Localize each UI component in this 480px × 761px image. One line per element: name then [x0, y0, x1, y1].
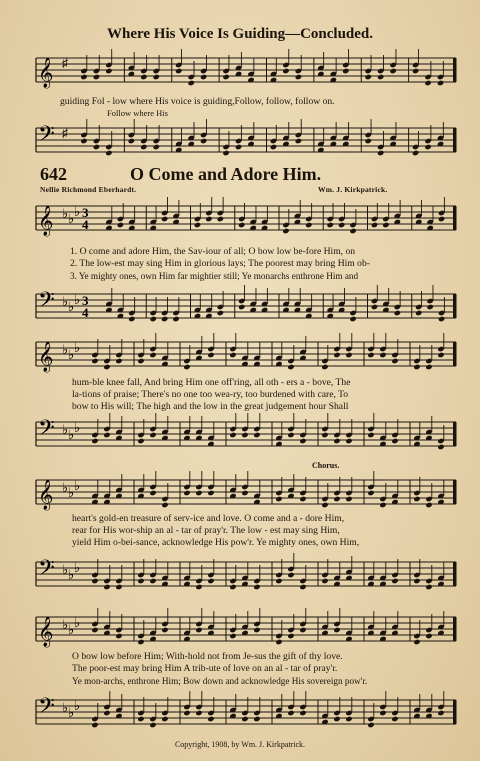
note-head	[175, 68, 182, 74]
time-signature-bottom: 4	[82, 217, 89, 232]
final-bar-line	[453, 480, 456, 504]
flat-sign-icon: ♭	[74, 478, 81, 493]
flat-sign-icon: ♭	[68, 705, 75, 720]
chorus-label: Chorus.	[312, 461, 340, 470]
verse-line: bow to His will; The high and the low in the great judgement hour Shall	[72, 401, 349, 412]
note-head	[295, 74, 302, 80]
note-head	[287, 432, 294, 438]
note-head	[217, 310, 224, 316]
note-head	[425, 502, 432, 508]
note-head	[241, 432, 248, 438]
note-head	[333, 496, 340, 502]
note-head	[415, 310, 422, 316]
note-head	[282, 228, 289, 234]
note-head	[93, 74, 100, 80]
note-head	[275, 496, 282, 502]
note-head	[413, 496, 420, 502]
note-head	[128, 138, 135, 144]
note-head	[172, 316, 179, 322]
flat-sign-icon: ♭	[62, 700, 69, 715]
note-head	[349, 228, 356, 234]
note-head	[389, 68, 396, 74]
staff-treble-top	[0, 48, 480, 98]
flat-sign-icon: ♭	[62, 342, 69, 357]
note-head	[91, 627, 98, 633]
note-head	[377, 150, 384, 156]
note-head	[367, 722, 374, 728]
note-head	[195, 627, 202, 633]
flat-sign-icon: ♭	[74, 340, 81, 355]
note-head	[195, 710, 202, 716]
bass-clef-icon: 𝄢	[38, 556, 55, 586]
staff-treble-1	[0, 196, 480, 246]
note-head	[235, 144, 242, 150]
note-head	[299, 438, 306, 444]
flat-sign-icon: ♭	[68, 347, 75, 362]
note-head	[229, 432, 236, 438]
note-head	[321, 364, 328, 370]
note-head	[365, 138, 372, 144]
flat-sign-icon: ♭	[74, 698, 81, 713]
note-head	[238, 304, 245, 310]
note-head	[207, 716, 214, 722]
note-head	[379, 710, 386, 716]
note-head	[117, 222, 124, 228]
bass-clef-icon: 𝄢	[38, 694, 55, 724]
flat-sign-icon: ♭	[74, 292, 81, 307]
note-head	[412, 68, 419, 74]
staff-bass-2	[0, 412, 480, 462]
note-head	[287, 633, 294, 639]
note-head	[391, 578, 398, 584]
note-head	[222, 150, 229, 156]
treble-clef-icon: 𝄞	[38, 480, 54, 510]
note-head	[103, 710, 110, 716]
note-head	[229, 633, 236, 639]
note-head	[287, 572, 294, 578]
note-head	[238, 222, 245, 228]
note-head	[437, 444, 444, 450]
note-head	[391, 358, 398, 364]
treble-clef-icon: 𝄞	[38, 58, 54, 88]
note-head	[333, 716, 340, 722]
note-head	[93, 144, 100, 150]
note-head	[183, 710, 190, 716]
note-head	[327, 222, 334, 228]
note-head	[161, 216, 168, 222]
note-head	[367, 352, 374, 358]
staff-bass-3	[0, 552, 480, 602]
note-head	[137, 639, 144, 645]
flat-sign-icon: ♭	[68, 211, 75, 226]
note-head	[149, 490, 156, 496]
note-head	[103, 432, 110, 438]
note-head	[80, 74, 87, 80]
note-head	[115, 358, 122, 364]
note-head	[287, 710, 294, 716]
note-head	[321, 432, 328, 438]
verse-line: 3. Ye mighty ones, own Him far mightier still; Ye monarchs enthrone Him and	[70, 271, 359, 281]
treble-clef-icon: 𝄞	[38, 342, 54, 372]
note-head	[253, 627, 260, 633]
flat-sign-icon: ♭	[68, 622, 75, 637]
note-head	[137, 716, 144, 722]
note-head	[183, 364, 190, 370]
lyric-line: Follow where His	[107, 108, 168, 118]
sharp-sign-icon: ♯	[62, 56, 68, 70]
note-head	[342, 68, 349, 74]
note-head	[91, 578, 98, 584]
note-head	[253, 716, 260, 722]
note-head	[345, 716, 352, 722]
flat-sign-icon: ♭	[68, 427, 75, 442]
flat-sign-icon: ♭	[62, 480, 69, 495]
verse-line: heart's gold-en treasure of serv-ice and love. O come and a - dore Him,	[72, 513, 345, 524]
note-head	[349, 316, 356, 322]
hymn-number: 642	[40, 164, 67, 184]
flat-sign-icon: ♭	[74, 615, 81, 630]
note-head	[241, 490, 248, 496]
flat-sign-icon: ♭	[68, 299, 75, 314]
note-head	[149, 578, 156, 584]
note-head	[413, 364, 420, 370]
staff-bass-1	[0, 284, 480, 334]
flat-sign-icon: ♭	[68, 567, 75, 582]
note-head	[253, 584, 260, 590]
note-head	[80, 138, 87, 144]
note-head	[299, 496, 306, 502]
note-head	[205, 216, 212, 222]
note-head	[149, 432, 156, 438]
verse-line: hum-ble knee fall, And bring Him one off'ring, all oth - ers a - bove, The	[72, 377, 351, 388]
note-head	[338, 222, 345, 228]
note-head	[367, 432, 374, 438]
note-head	[150, 316, 157, 322]
note-head	[377, 74, 384, 80]
note-head	[161, 627, 168, 633]
note-head	[161, 716, 168, 722]
note-head	[275, 578, 282, 584]
note-head	[149, 352, 156, 358]
note-head	[437, 80, 444, 86]
note-head	[103, 584, 110, 590]
note-head	[229, 584, 236, 590]
note-head	[345, 496, 352, 502]
note-head	[91, 722, 98, 728]
note-head	[270, 144, 277, 150]
verse-line: yield Him o-bei-sance, acknowledge His pow'r. Ye mighty ones, own Him,	[72, 537, 360, 548]
note-head	[299, 584, 306, 590]
verse-line: O bow low before Him; With-hold not from Je-sus the gift of thy love.	[72, 651, 343, 662]
note-head	[424, 80, 431, 86]
note-head	[333, 352, 340, 358]
verse-line: 1. O come and adore Him, the Sav-iour of all; O bow low be-fore Him, on	[70, 246, 356, 257]
note-head	[140, 74, 147, 80]
note-head	[295, 138, 302, 144]
note-head	[140, 144, 147, 150]
note-head	[333, 627, 340, 633]
bass-clef-icon: 𝄢	[38, 288, 55, 318]
note-head	[379, 502, 386, 508]
staff-bass-top	[0, 118, 480, 168]
note-head	[137, 358, 144, 364]
note-head	[287, 364, 294, 370]
note-head	[207, 490, 214, 496]
note-head	[379, 352, 386, 358]
note-head	[200, 74, 207, 80]
composer-credit: Wm. J. Kirkpatrick.	[318, 185, 388, 194]
note-head	[91, 438, 98, 444]
time-signature-bottom: 4	[82, 305, 89, 320]
note-head	[91, 358, 98, 364]
verse-line: la-tions of praise; There's no one too wea-ry, too burdened with care, To	[72, 389, 349, 400]
note-head	[382, 222, 389, 228]
note-head	[241, 716, 248, 722]
flat-sign-icon: ♭	[62, 294, 69, 309]
note-head	[413, 578, 420, 584]
final-bar-line	[453, 206, 456, 230]
verse-line: Ye mon-archs, enthrone Him; Bow down and acknowledge His sovereign pow'r.	[72, 676, 368, 686]
final-bar-line	[453, 128, 456, 152]
time-signature-top: 3	[82, 205, 89, 220]
flat-sign-icon: ♭	[62, 562, 69, 577]
final-bar-line	[453, 58, 456, 82]
flat-sign-icon: ♭	[68, 485, 75, 500]
note-head	[425, 584, 432, 590]
final-bar-line	[453, 617, 456, 641]
final-bar-line	[453, 562, 456, 586]
note-head	[229, 352, 236, 358]
note-head	[105, 68, 112, 74]
note-head	[207, 352, 214, 358]
note-head	[207, 578, 214, 584]
note-head	[153, 144, 160, 150]
note-head	[137, 578, 144, 584]
verse-line: 2. The low-est may sing Him in glorious lays; The poorest may bring Him ob-	[70, 258, 370, 269]
note-head	[299, 627, 306, 633]
final-bar-line	[453, 342, 456, 366]
note-head	[115, 633, 122, 639]
note-head	[305, 222, 312, 228]
note-head	[161, 502, 168, 508]
note-head	[299, 710, 306, 716]
note-head	[195, 490, 202, 496]
verse-line: rear for His wor-ship an al - tar of pray'r. The low - est may sing Him,	[72, 525, 340, 536]
note-head	[217, 216, 224, 222]
note-head	[103, 364, 110, 370]
note-head	[438, 316, 445, 322]
note-head	[128, 316, 135, 322]
copyright-notice: Copyright, 1908, by Wm. J. Kirkpatrick.	[174, 740, 306, 749]
staff-treble-4	[0, 607, 480, 657]
treble-clef-icon: 𝄞	[38, 206, 54, 236]
note-head	[195, 584, 202, 590]
bass-clef-icon: 𝄢	[38, 416, 55, 446]
note-head	[321, 578, 328, 584]
flat-sign-icon: ♭	[74, 204, 81, 219]
note-head	[137, 438, 144, 444]
note-head	[161, 316, 168, 322]
note-head	[222, 74, 229, 80]
note-head	[253, 432, 260, 438]
note-head	[282, 68, 289, 74]
final-bar-line	[453, 294, 456, 318]
note-head	[371, 222, 378, 228]
flat-sign-icon: ♭	[62, 617, 69, 632]
note-head	[194, 222, 201, 228]
note-head	[426, 304, 433, 310]
lyricist-credit: Nellie Richmond Eberhardt.	[40, 185, 137, 194]
staff-treble-2	[0, 332, 480, 382]
verse-line: The poor-est may bring Him A trib-ute of love on an al - tar of pray'r.	[72, 663, 338, 674]
bass-clef-icon: 𝄢	[38, 122, 55, 152]
note-head	[275, 639, 282, 645]
note-head	[412, 150, 419, 156]
continued-hymn-title: Where His Voice Is Guiding—Concluded.	[106, 26, 374, 42]
note-head	[413, 639, 420, 645]
note-head	[437, 710, 444, 716]
note-head	[183, 490, 190, 496]
final-bar-line	[453, 422, 456, 446]
flat-sign-icon: ♭	[62, 422, 69, 437]
note-head	[188, 80, 195, 86]
hymn-title: O Come and Adore Him.	[130, 164, 322, 184]
sharp-sign-icon: ♯	[62, 126, 68, 140]
note-head	[391, 716, 398, 722]
note-head	[424, 144, 431, 150]
flat-sign-icon: ♭	[74, 560, 81, 575]
note-head	[345, 438, 352, 444]
final-bar-line	[453, 700, 456, 724]
note-head	[367, 490, 374, 496]
note-head	[345, 352, 352, 358]
note-head	[394, 310, 401, 316]
note-head	[438, 216, 445, 222]
note-head	[115, 584, 122, 590]
lyric-line: guiding Fol - low where His voice is guiding,Follow, follow, follow on.	[60, 96, 335, 107]
flat-sign-icon: ♭	[62, 206, 69, 221]
note-head	[105, 150, 112, 156]
note-head	[333, 438, 340, 444]
treble-clef-icon: 𝄞	[38, 617, 54, 647]
time-signature-top: 3	[82, 293, 89, 308]
note-head	[321, 502, 328, 508]
note-head	[365, 74, 372, 80]
note-head	[153, 74, 160, 80]
note-head	[371, 304, 378, 310]
staff-bass-4	[0, 690, 480, 740]
flat-sign-icon: ♭	[74, 420, 81, 435]
note-head	[425, 364, 432, 370]
note-head	[391, 438, 398, 444]
note-head	[425, 633, 432, 639]
note-head	[149, 722, 156, 728]
note-head	[437, 352, 444, 358]
note-head	[200, 138, 207, 144]
